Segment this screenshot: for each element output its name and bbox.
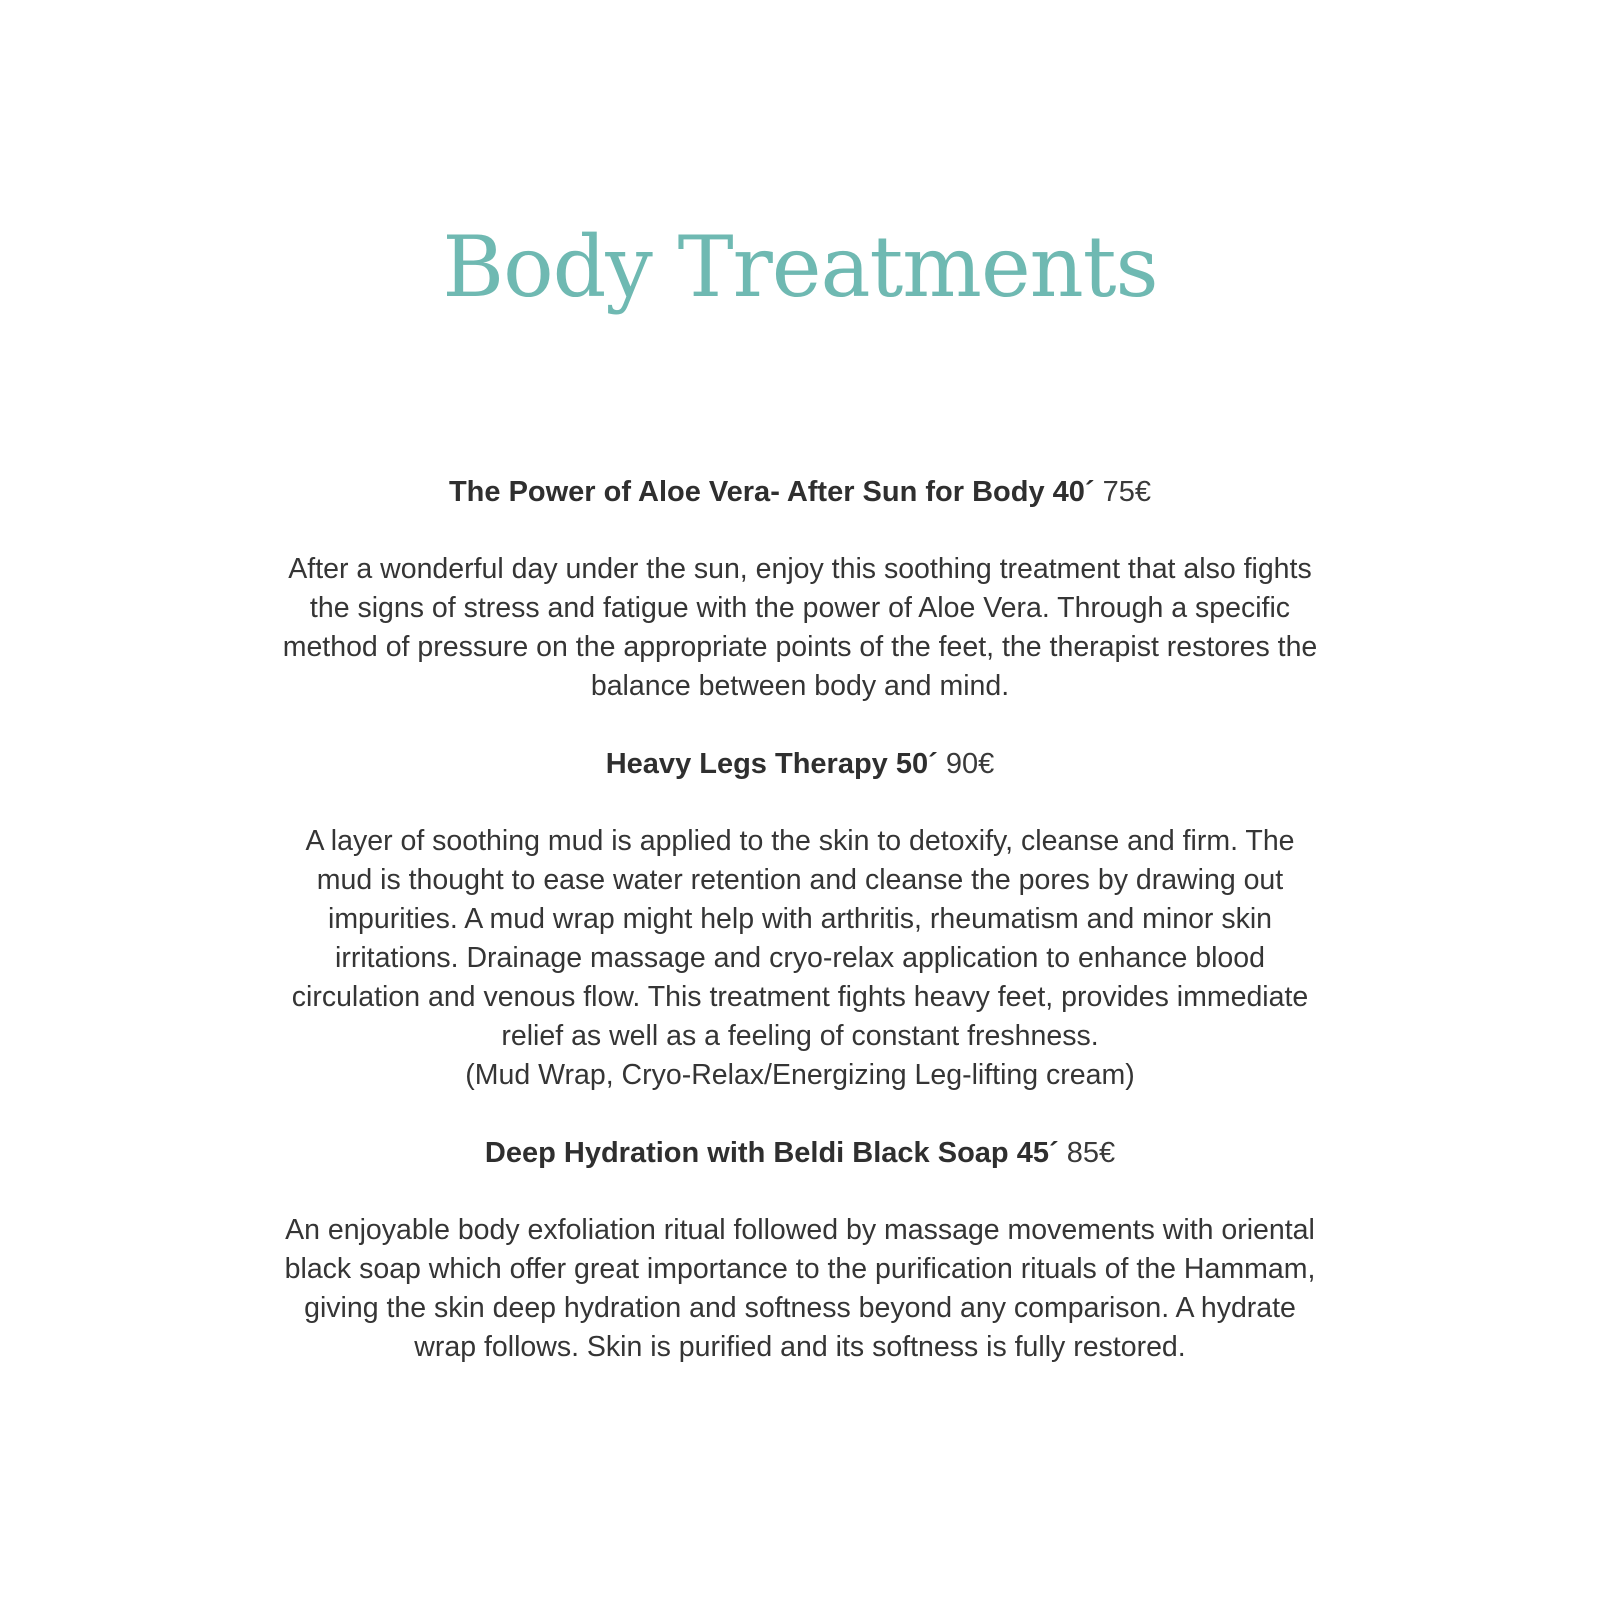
description-line: circulation and venous flow. This treatment fights heavy feet, provides immediate bbox=[291, 981, 1309, 1013]
treatment-item bbox=[200, 472, 1400, 706]
description-line: giving the skin deep hydration and softness beyond any comparison. A hydrate bbox=[304, 1292, 1296, 1324]
description-line: After a wonderful day under the sun, enjoy this soothing treatment that also fights bbox=[288, 553, 1312, 585]
description-line: relief as well as a feeling of constant freshness. bbox=[501, 1020, 1099, 1052]
treatment-name: Heavy Legs Therapy bbox=[605, 748, 888, 780]
treatment-heading bbox=[200, 472, 1400, 512]
description-line: the signs of stress and fatigue with the power of Aloe Vera. Through a specific bbox=[309, 592, 1291, 624]
description-line: An enjoyable body exfoliation ritual followed by massage movements with oriental bbox=[285, 1214, 1315, 1246]
treatment-duration: 45´ bbox=[1016, 1137, 1059, 1169]
description-line: irritations. Drainage massage and cryo-relax application to enhance blood bbox=[335, 942, 1265, 974]
treatment-duration: 40´ bbox=[1052, 476, 1095, 508]
treatment-duration: 50´ bbox=[895, 748, 938, 780]
treatment-name: Deep Hydration with Beldi Black Soap bbox=[484, 1137, 1009, 1169]
treatment-heading bbox=[200, 744, 1400, 784]
description-line: (Mud Wrap, Cryo-Relax/Energizing Leg-lifting cream) bbox=[465, 1059, 1135, 1091]
description-line: black soap which offer great importance to the purification rituals of the Hammam, bbox=[284, 1253, 1316, 1285]
treatment-name: The Power of Aloe Vera- After Sun for Body bbox=[448, 476, 1045, 508]
treatment-price: 75€ bbox=[1102, 476, 1152, 508]
description-line: balance between body and mind. bbox=[590, 670, 1010, 702]
treatment-list bbox=[200, 472, 1400, 1405]
page-title: Body Treatments bbox=[442, 218, 1158, 316]
description-line: mud is thought to ease water retention and cleanse the pores by drawing out bbox=[316, 864, 1284, 896]
treatment-description bbox=[200, 1211, 1400, 1367]
treatment-heading bbox=[200, 1133, 1400, 1173]
treatment-description bbox=[200, 822, 1400, 1095]
description-line: method of pressure on the appropriate points of the feet, the therapist restores the bbox=[282, 631, 1318, 663]
treatment-item bbox=[200, 744, 1400, 1095]
description-line: A layer of soothing mud is applied to the skin to detoxify, cleanse and firm. The bbox=[305, 825, 1295, 857]
treatment-price: 85€ bbox=[1066, 1137, 1116, 1169]
treatment-item bbox=[200, 1133, 1400, 1367]
treatment-description bbox=[200, 550, 1400, 706]
description-line: impurities. A mud wrap might help with arthritis, rheumatism and minor skin bbox=[327, 903, 1273, 935]
description-line: wrap follows. Skin is purified and its softness is fully restored. bbox=[414, 1331, 1186, 1363]
treatment-price: 90€ bbox=[945, 748, 995, 780]
